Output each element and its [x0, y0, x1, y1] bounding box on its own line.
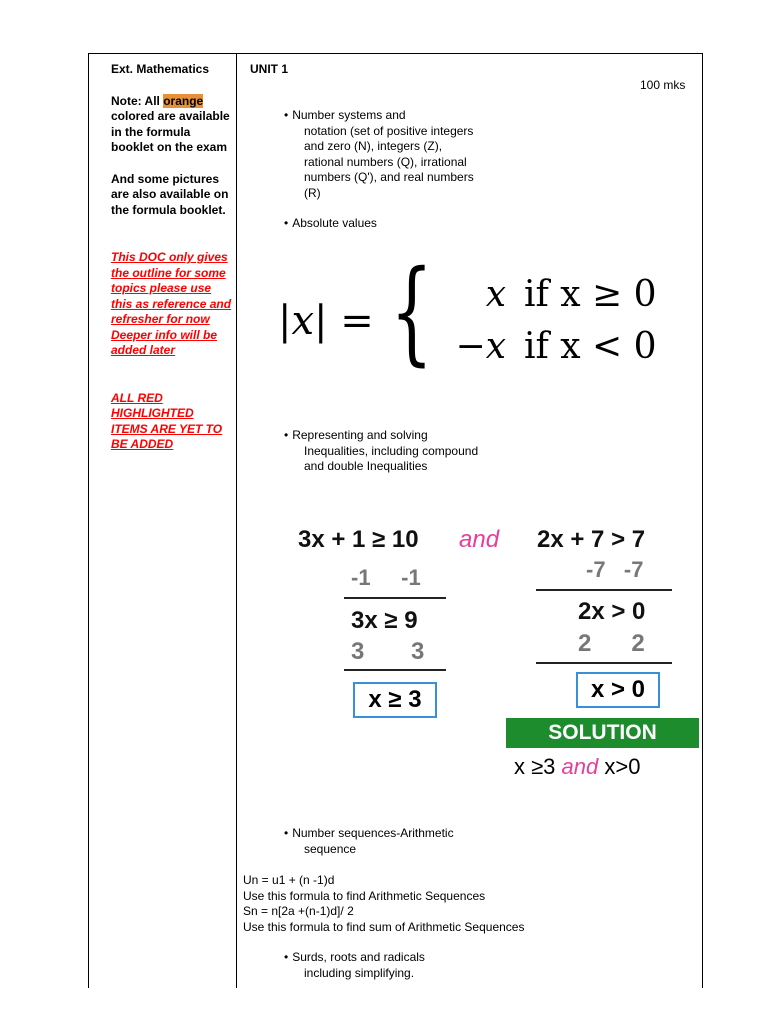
right-inequality: 2x + 7 > 7: [537, 526, 646, 553]
left-subtract: -1 -1: [351, 565, 421, 590]
marks-label: 100 mks: [640, 78, 686, 92]
solution-banner: SOLUTION: [506, 718, 699, 748]
formula-note: Note: All orange colored are available in the formula booklet on the exam: [111, 93, 230, 154]
and-connector: and: [459, 526, 500, 553]
left-divide-top: 3x ≥ 9: [351, 607, 418, 634]
nth-term-description: Use this formula to find Arithmetic Sequences: [243, 888, 486, 903]
subject-title: Ext. Mathematics: [111, 62, 210, 76]
topic-arithmetic-sequences: • Number sequences-Arithmetic sequence: [284, 826, 504, 857]
right-result-box: x > 0: [576, 672, 660, 708]
right-rule-2: [536, 662, 672, 664]
left-brace: {: [390, 247, 434, 377]
orange-highlight: orange: [163, 93, 204, 108]
right-rule-1: [536, 589, 672, 591]
topic-surds: • Surds, roots and radicals including simplifying.: [284, 950, 504, 981]
topic-absolute-values: • Absolute values: [284, 216, 377, 232]
sum-formula: Sn = n[2a +(n-1)d]/ 2: [243, 904, 354, 918]
solution-line: x ≥3 and x>0: [514, 754, 641, 779]
right-divide-bottom: 2 2: [578, 630, 645, 657]
pictures-note: And some pictures are also available on the formula booklet.: [111, 171, 229, 217]
column-divider: [236, 53, 237, 988]
topic-number-systems: • Number systems and notation (set of positive integers and zero (N), integers (Z), rational numbers (Q), irrational numbers (Q'), and real numbers (R): [284, 108, 484, 201]
todo-note: ALL RED HIGHLIGHTED ITEMS ARE YET TO BE ADDED: [111, 390, 223, 451]
nth-term-formula: Un = u1 + (n -1)d: [243, 873, 335, 887]
left-divide-bottom: 3 3: [351, 638, 425, 665]
right-divide-top: 2x > 0: [578, 598, 646, 625]
sequence-formulas: [243, 873, 683, 935]
left-result-box: x ≥ 3: [353, 682, 437, 718]
right-subtract: -7 -7: [586, 557, 644, 582]
topic-inequalities: • Representing and solving Inequalities, including compound and double Inequalities: [284, 428, 484, 475]
left-rule-1: [344, 597, 446, 599]
left-inequality: 3x + 1 ≥ 10: [298, 526, 419, 553]
sum-description: Use this formula to find sum of Arithmetic Sequences: [243, 919, 525, 934]
absval-cases: x if x ≥ 0 −x if x < 0: [455, 274, 657, 367]
unit-title: UNIT 1: [250, 62, 289, 76]
left-rule-2: [344, 669, 446, 671]
left-column: [111, 62, 233, 469]
outline-note: This DOC only gives the outline for some topics please use this as reference and refresher for now Deeper info will be added later: [111, 250, 232, 357]
absval-lhs: |x| =: [278, 298, 374, 344]
